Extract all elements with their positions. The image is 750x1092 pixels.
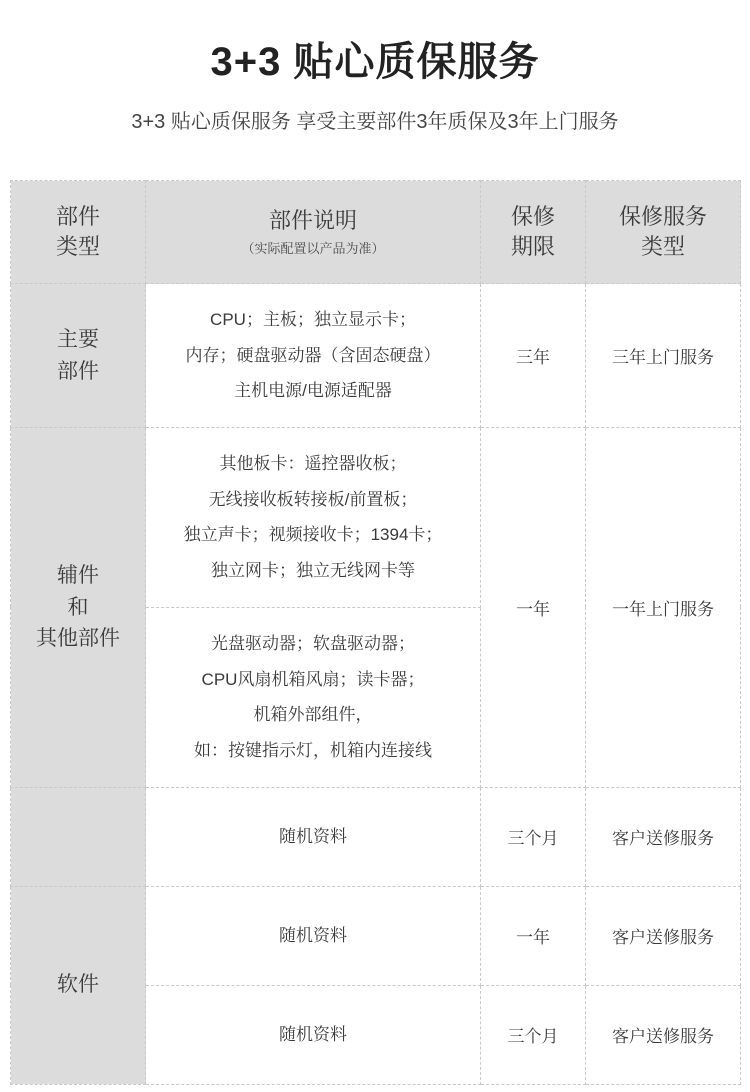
category-main-parts-line1: 主要 [57, 328, 99, 352]
table-row [11, 787, 741, 886]
header-part-type-line1: 部件 [55, 204, 100, 230]
header-part-description-note: （实际配置以产品为准） [241, 241, 385, 257]
warranty-table [10, 180, 741, 1085]
header-service-type-line1: 保修服务 [618, 204, 707, 230]
header-warranty-term-line1: 保修 [510, 204, 555, 230]
category-main-parts-line2: 部件 [57, 359, 99, 383]
description-line: 无线接收板转接板/前置板； [208, 489, 418, 509]
description-cell-accessory-boards [146, 428, 481, 608]
header-warranty-term-line2: 期限 [510, 234, 555, 259]
category-cell-main-parts [11, 284, 146, 428]
header-cell-part-description [146, 181, 481, 284]
service-cell-accessory-parts: 一年上门服务 [586, 428, 741, 788]
description-line: 独立网卡；独立无线网卡等 [211, 561, 415, 581]
category-accessory-line3: 其他部件 [36, 627, 120, 651]
category-cell-software: 软件 [11, 886, 146, 1084]
term-cell-accessory-parts: 一年 [481, 428, 586, 788]
description-cell-docs-3: 随机资料 [146, 985, 481, 1084]
description-cell-main-parts [146, 284, 481, 428]
description-line: CPU风扇机箱风扇；读卡器； [201, 669, 425, 689]
description-line: 光盘驱动器；软盘驱动器； [211, 633, 415, 653]
description-line: 机箱外部组件， [253, 705, 373, 725]
description-line: 主机电源/电源适配器 [234, 381, 392, 401]
page-title: 3+3 贴心质保服务 [210, 40, 540, 84]
header-cell-warranty-term [481, 181, 586, 284]
header-part-description-label: 部件说明 [268, 208, 357, 234]
description-cell-docs-1: 随机资料 [146, 787, 481, 886]
description-cell-docs-2: 随机资料 [146, 886, 481, 985]
term-cell-docs-3: 三个月 [481, 985, 586, 1084]
page-header [0, 0, 750, 136]
description-line: 内存；硬盘驱动器（含固态硬盘） [185, 345, 441, 365]
header-cell-service-type [586, 181, 741, 284]
term-cell-docs-1: 三个月 [481, 787, 586, 886]
service-cell-docs-1: 客户送修服务 [586, 787, 741, 886]
description-line: CPU；主板；独立显示卡； [210, 310, 416, 329]
table-row [11, 886, 741, 985]
table-row [11, 284, 741, 428]
description-line: 如：按键指示灯，机箱内连接线 [194, 740, 432, 760]
table-header-row [11, 181, 741, 284]
table-header [11, 181, 741, 284]
warranty-table-container [10, 180, 740, 1085]
table-row [11, 428, 741, 608]
category-accessory-line2: 和 [67, 595, 89, 619]
term-cell-docs-2: 一年 [481, 886, 586, 985]
service-cell-docs-3: 客户送修服务 [586, 985, 741, 1084]
category-accessory-line1: 辅件 [57, 564, 99, 588]
page-subtitle: 3+3 贴心质保服务 享受主要部件3年质保及3年上门服务 [131, 111, 619, 133]
header-service-type-line2: 类型 [640, 234, 685, 259]
description-line: 其他板卡：遥控器收板； [219, 454, 407, 474]
table-body [11, 284, 741, 1085]
category-cell-accessory-parts [11, 428, 146, 788]
term-cell-main-parts: 三年 [481, 284, 586, 428]
service-cell-docs-2: 客户送修服务 [586, 886, 741, 985]
header-part-type-line2: 类型 [55, 234, 100, 259]
description-cell-accessory-drives [146, 607, 481, 787]
category-cell-blank [11, 787, 146, 886]
header-cell-part-type [11, 181, 146, 284]
description-line: 独立声卡；视频接收卡；1394卡； [183, 525, 443, 545]
service-cell-main-parts: 三年上门服务 [586, 284, 741, 428]
